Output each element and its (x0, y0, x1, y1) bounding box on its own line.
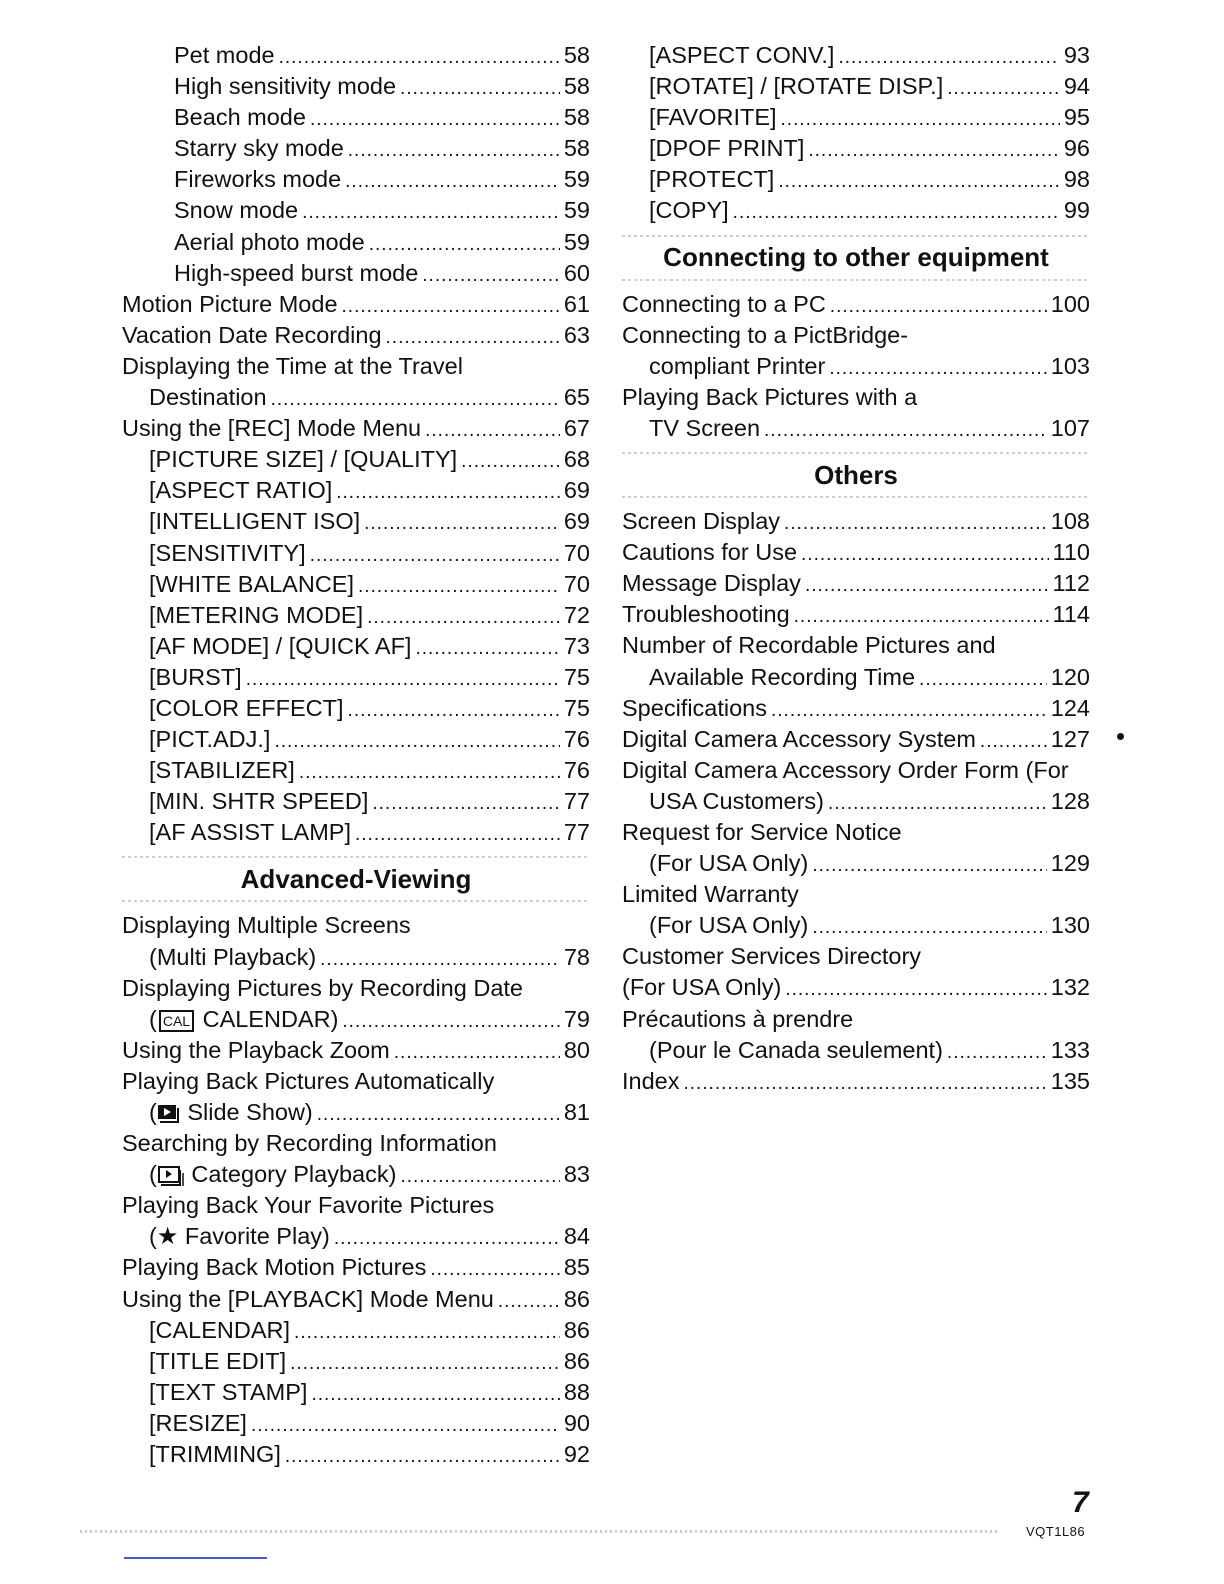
dot-leader (310, 540, 560, 571)
toc-entry[interactable] (122, 133, 590, 164)
dot-leader (345, 166, 560, 197)
toc-entry-title: [DPOF PRINT] (649, 135, 805, 162)
toc-entry-page: 73 (563, 632, 590, 659)
toc-entry-page: 129 (1050, 850, 1090, 877)
toc-entry[interactable] (622, 195, 1090, 226)
toc-entry-page: 69 (563, 477, 590, 504)
toc-entry-title: [AF ASSIST LAMP] (149, 819, 351, 846)
toc-entry-page: 95 (1063, 104, 1090, 131)
dot-leader (279, 42, 560, 73)
toc-entry-page: 133 (1050, 1036, 1090, 1063)
toc-entry[interactable] (622, 662, 1090, 693)
toc-entry-title: [STABILIZER] (149, 757, 295, 784)
toc-entry-page: 65 (563, 384, 590, 411)
toc-entry-page: 77 (563, 788, 590, 815)
toc-entry[interactable] (122, 1346, 590, 1377)
toc-entry-title: Limited Warranty (622, 881, 799, 908)
toc-list-recording (122, 40, 590, 848)
toc-entry-page: 70 (563, 539, 590, 566)
toc-entry-page: 92 (563, 1441, 590, 1468)
toc-entry-title: (For USA Only) (649, 850, 809, 877)
toc-entry[interactable] (622, 972, 1090, 1003)
toc-entry-title: Beach mode (174, 104, 306, 131)
toc-entry-title: Digital Camera Accessory Order Form (For (622, 756, 1069, 783)
toc-entry-page: 58 (563, 135, 590, 162)
toc-entry-title: Connecting to a PictBridge- (622, 321, 909, 348)
toc-entry-page: 88 (563, 1378, 590, 1405)
dot-leader (422, 260, 560, 291)
toc-entry[interactable] (622, 599, 1090, 630)
dot-leader (415, 633, 559, 664)
toc-entry-title: [PICTURE SIZE] / [QUALITY] (149, 446, 458, 473)
toc-entry-title: [BURST] (149, 663, 242, 690)
dot-leader (311, 1379, 559, 1410)
toc-entry-page: 120 (1050, 663, 1090, 690)
toc-entry-page: 69 (563, 508, 590, 535)
toc-entry[interactable] (622, 537, 1090, 568)
toc-entry-title: Connecting to a PC (622, 290, 826, 317)
toc-entry-page: 63 (563, 321, 590, 348)
toc-entry-page: 127 (1050, 725, 1090, 752)
toc-entry-page: 59 (563, 197, 590, 224)
dot-leader (785, 974, 1046, 1005)
toc-entry[interactable] (622, 351, 1090, 382)
toc-entry[interactable] (122, 724, 590, 755)
toc-entry-title: [COPY] (649, 197, 729, 224)
toc-entry[interactable] (622, 102, 1090, 133)
toc-list-advanced-viewing (122, 910, 590, 1470)
toc-entry-title: [WHITE BALANCE] (149, 570, 355, 597)
toc-entry[interactable] (622, 40, 1090, 71)
dot-leader (367, 602, 560, 633)
dot-leader (980, 726, 1047, 757)
toc-entry-page: 70 (563, 570, 590, 597)
toc-entry-page: 100 (1050, 290, 1090, 317)
toc-entry-page: 86 (563, 1347, 590, 1374)
toc-entry-page: 103 (1050, 352, 1090, 379)
toc-entry[interactable] (622, 693, 1090, 724)
footer-rule (80, 1530, 1000, 1533)
toc-entry-title: [RESIZE] (149, 1409, 247, 1436)
toc-entry[interactable]: Playing Back Your Favorite Pictures (122, 1192, 495, 1219)
toc-entry[interactable]: (Multi Playback) ..... 78 (122, 942, 590, 973)
toc-entry-title: Destination (149, 384, 267, 411)
toc-list-playback-menu (122, 1315, 590, 1470)
dot-leader (764, 415, 1047, 446)
toc-entry-title: Displaying the Time at the Travel (122, 352, 463, 379)
toc-entry-page: 93 (1063, 42, 1090, 68)
toc-entry-page: 67 (563, 415, 590, 442)
toc-entry-title: Index (622, 1067, 680, 1094)
toc-entry[interactable] (622, 848, 1090, 879)
toc-entry-page: 61 (563, 290, 590, 317)
toc-entry-page: 68 (563, 446, 590, 473)
toc-entry-title: TV Screen (649, 414, 761, 441)
toc-entry[interactable] (122, 40, 590, 71)
toc-entry-title: (Pour le Canada seulement) (649, 1036, 943, 1063)
dot-leader (348, 695, 560, 726)
toc-entry[interactable] (122, 289, 590, 320)
toc-entry[interactable] (622, 289, 1090, 320)
dot-leader (684, 1068, 1047, 1099)
toc-entry[interactable] (622, 817, 1090, 848)
dot-leader (302, 197, 560, 228)
dot-leader (358, 571, 560, 602)
toc-entry-page: 96 (1063, 135, 1090, 162)
toc-entry-title: Using the [REC] Mode Menu (122, 415, 422, 442)
dot-leader (386, 322, 560, 353)
toc-entry-title: (For USA Only) (649, 912, 809, 939)
toc-entry-page: 86 (563, 1316, 590, 1343)
dot-leader (342, 291, 560, 322)
toc-entry-title: [CALENDAR] (149, 1316, 291, 1343)
toc-entry-page: 58 (563, 42, 590, 68)
toc-entry-title: [MIN. SHTR SPEED] (149, 788, 369, 815)
dot-leader (794, 601, 1049, 632)
toc-entry-title: [TRIMMING] (149, 1441, 281, 1468)
dot-leader (461, 446, 560, 477)
toc-entry[interactable] (122, 227, 590, 258)
toc-entry[interactable] (122, 1315, 590, 1346)
toc-entry-page: 59 (563, 166, 590, 193)
toc-entry[interactable] (122, 693, 590, 724)
dot-leader (364, 508, 560, 539)
toc-entry[interactable] (122, 382, 590, 413)
toc-entry[interactable] (622, 755, 1090, 786)
toc-entry-page: 76 (563, 726, 590, 753)
toc-entry-page: 60 (563, 259, 590, 286)
toc-entry-page: 130 (1050, 912, 1090, 939)
toc-entry-page: 76 (563, 757, 590, 784)
dot-leader (299, 757, 560, 788)
toc-entry[interactable] (122, 475, 590, 506)
section-heading-advanced-viewing: Advanced-Viewing (122, 848, 590, 910)
toc-entry-page: 77 (563, 819, 590, 846)
page-number: 7 (1072, 1486, 1089, 1519)
toc-entry[interactable] (622, 413, 1090, 444)
toc-entry-title: Screen Display (622, 508, 781, 535)
toc-entry-title: USA Customers) (649, 787, 824, 814)
toc-entry-page: 75 (563, 694, 590, 721)
toc-entry-page: 132 (1050, 974, 1090, 1001)
toc-entry[interactable] (122, 444, 590, 475)
toc-entry-title: Number of Recordable Pictures and (622, 632, 996, 659)
toc-entry[interactable] (122, 71, 590, 102)
toc-entry-title: [AF MODE] / [QUICK AF] (149, 632, 412, 659)
toc-entry-page: 90 (563, 1409, 590, 1436)
toc-entry-title: [ROTATE] / [ROTATE DISP.] (649, 73, 944, 100)
dot-leader (369, 229, 560, 260)
toc-entry[interactable]: Searching by Recording Information (122, 1130, 497, 1157)
toc-entry-title: High sensitivity mode (174, 73, 397, 100)
toc-entry[interactable]: Displaying Multiple Screens (122, 912, 411, 939)
dot-leader (838, 42, 1059, 73)
toc-entry[interactable] (122, 631, 590, 662)
star-icon: ★ (156, 1223, 179, 1251)
dot-leader (274, 726, 559, 757)
toc-entry-title: Motion Picture Mode (122, 290, 338, 317)
toc-entry[interactable] (122, 195, 590, 226)
slide-show-icon (157, 1104, 181, 1124)
toc-entry[interactable] (622, 71, 1090, 102)
dot-leader (771, 695, 1047, 726)
toc-entry-page: 75 (563, 663, 590, 690)
toc-entry-title: Message Display (622, 570, 801, 597)
toc-entry-page: 58 (563, 73, 590, 100)
toc-entry-page: 94 (1063, 73, 1090, 100)
toc-entry[interactable] (122, 538, 590, 569)
toc-entry[interactable] (122, 569, 590, 600)
toc-entry[interactable]: ( Category Playback) ..... 83 (122, 1159, 590, 1190)
dot-leader (733, 197, 1060, 228)
toc-entry[interactable]: ( CAL CALENDAR) ..... 79 (122, 1004, 590, 1035)
toc-entry-page: 59 (563, 228, 590, 255)
toc-entry[interactable] (622, 568, 1090, 599)
dot-leader (812, 850, 1046, 881)
toc-entry-title: compliant Printer (649, 352, 826, 379)
section-heading-connecting: Connecting to other equipment (622, 227, 1090, 289)
dot-leader (290, 1348, 560, 1379)
toc-entry[interactable] (622, 320, 1090, 351)
toc-list-connecting (622, 289, 1090, 444)
toc-entry-page: 114 (1052, 601, 1090, 628)
toc-entry[interactable] (622, 630, 1090, 661)
toc-entry-title: [PROTECT] (649, 166, 775, 193)
dot-leader (805, 570, 1049, 601)
category-playback-icon (157, 1165, 185, 1187)
toc-entry-page: 124 (1050, 694, 1090, 721)
toc-entry-title: Digital Camera Accessory System (622, 725, 976, 752)
dot-leader (348, 135, 560, 166)
dot-leader (285, 1441, 560, 1472)
toc-entry[interactable] (122, 817, 590, 848)
toc-entry[interactable] (122, 102, 590, 133)
dot-leader (947, 1037, 1047, 1068)
dot-leader (947, 73, 1060, 104)
toc-entry[interactable] (122, 320, 590, 351)
toc-entry[interactable] (622, 941, 1090, 972)
toc-entry[interactable]: (★ Favorite Play) ..... 84 (122, 1221, 590, 1252)
toc-entry-title: [ASPECT RATIO] (149, 477, 333, 504)
dot-leader (372, 788, 559, 819)
toc-entry-page: 112 (1052, 570, 1090, 597)
toc-entry-title: Vacation Date Recording (122, 321, 382, 348)
toc-entry[interactable] (622, 910, 1090, 941)
dot-leader (781, 104, 1060, 135)
toc-entry-title: Snow mode (174, 197, 299, 224)
toc-entry-title: Customer Services Directory (622, 943, 922, 970)
dot-leader (294, 1317, 560, 1348)
toc-entry-page: 135 (1050, 1067, 1090, 1094)
toc-entry-title: Fireworks mode (174, 166, 342, 193)
toc-entry[interactable]: Using the [PLAYBACK] Mode Menu ..... 86 (122, 1284, 590, 1315)
toc-entry-title: Available Recording Time (649, 663, 916, 690)
toc-entry[interactable]: Playing Back Pictures Automatically (122, 1067, 495, 1094)
dot-leader (919, 664, 1047, 695)
toc-entry[interactable] (122, 258, 590, 289)
toc-entry-title: [TITLE EDIT] (149, 1347, 287, 1374)
toc-list-others (622, 506, 1090, 1097)
toc-entry-page: 107 (1050, 414, 1090, 441)
toc-entry-title: Aerial photo mode (174, 228, 365, 255)
dot-leader (310, 104, 560, 135)
toc-entry-title: [SENSITIVITY] (149, 539, 306, 566)
toc-entry[interactable]: Using the Playback Zoom ..... 80 (122, 1035, 590, 1066)
toc-entry-title: [ASPECT CONV.] (649, 42, 835, 68)
toc-entry-page: 72 (563, 601, 590, 628)
toc-entry-title: Cautions for Use (622, 539, 798, 566)
dot-leader (801, 539, 1049, 570)
toc-entry[interactable] (622, 164, 1090, 195)
dot-leader (400, 73, 560, 104)
toc-entry-title: [PICT.ADJ.] (149, 726, 271, 753)
toc-entry[interactable] (622, 879, 1090, 910)
dot-leader (808, 135, 1059, 166)
toc-entry-page: 108 (1050, 508, 1090, 535)
dot-leader (251, 1410, 560, 1441)
toc-entry[interactable]: ( Slide Show) ..... 81 (122, 1097, 590, 1128)
toc-entry-title: Précautions à prendre (622, 1005, 854, 1032)
toc-entry[interactable] (122, 786, 590, 817)
dot-leader (355, 819, 560, 850)
dot-leader (828, 788, 1047, 819)
toc-entry[interactable] (122, 164, 590, 195)
footer-underline (124, 1557, 267, 1559)
toc-entry[interactable] (122, 662, 590, 693)
toc-entry-page: 98 (1063, 166, 1090, 193)
toc-entry[interactable] (122, 351, 590, 382)
toc-entry[interactable] (622, 786, 1090, 817)
dot-leader (812, 912, 1046, 943)
toc-entry[interactable]: Playing Back Motion Pictures ..... 85 (122, 1252, 590, 1283)
toc-entry[interactable] (122, 755, 590, 786)
dot-leader (246, 664, 560, 695)
toc-entry[interactable] (122, 1439, 590, 1470)
toc-entry-title: Request for Service Notice (622, 818, 902, 845)
right-column (622, 40, 1090, 1097)
toc-entry[interactable] (622, 133, 1090, 164)
toc-entry-title: (For USA Only) (622, 974, 782, 1001)
toc-entry-page: 110 (1052, 539, 1090, 566)
toc-entry[interactable] (122, 1408, 590, 1439)
calendar-icon: CAL (159, 1010, 194, 1032)
toc-entry[interactable] (122, 413, 590, 444)
dot-leader (336, 477, 560, 508)
toc-entry[interactable] (122, 1377, 590, 1408)
toc-entry-title: Playing Back Pictures with a (622, 383, 918, 410)
toc-entry-title: Starry sky mode (174, 135, 344, 162)
toc-entry-title: [METERING MODE] (149, 601, 364, 628)
left-column (122, 40, 590, 1470)
toc-entry-title: Troubleshooting (622, 601, 790, 628)
toc-entry[interactable] (622, 382, 1090, 413)
document-code: VQT1L86 (1026, 1524, 1086, 1539)
toc-entry[interactable] (622, 1066, 1090, 1097)
toc-entry-title: Pet mode (174, 42, 275, 68)
dot-leader (271, 384, 560, 415)
toc-entry-page: 58 (563, 104, 590, 131)
toc-entry[interactable] (622, 1035, 1090, 1066)
dot-leader (829, 353, 1046, 384)
toc-entry-page: 128 (1050, 787, 1090, 814)
toc-entry-title: High-speed burst mode (174, 259, 419, 286)
toc-entry-title: Specifications (622, 694, 767, 721)
toc-entry[interactable] (622, 724, 1090, 755)
dot-leader (784, 508, 1047, 539)
section-heading-others: Others (622, 444, 1090, 506)
dot-leader (830, 291, 1047, 322)
toc-entry-title: [COLOR EFFECT] (149, 694, 344, 721)
toc-entry-title: [FAVORITE] (649, 104, 777, 131)
toc-entry[interactable] (622, 1004, 1090, 1035)
toc-entry[interactable] (622, 506, 1090, 537)
toc-entry[interactable]: Displaying Pictures by Recording Date (122, 974, 523, 1001)
toc-entry-title: [TEXT STAMP] (149, 1378, 308, 1405)
dot-leader (425, 415, 560, 446)
toc-list-playback-menu-cont (622, 40, 1090, 227)
print-speck (1117, 733, 1124, 740)
toc-entry[interactable] (122, 506, 590, 537)
toc-entry-page: 99 (1063, 197, 1090, 224)
dot-leader (778, 166, 1060, 197)
toc-entry[interactable] (122, 600, 590, 631)
toc-entry-title: [INTELLIGENT ISO] (149, 508, 361, 535)
